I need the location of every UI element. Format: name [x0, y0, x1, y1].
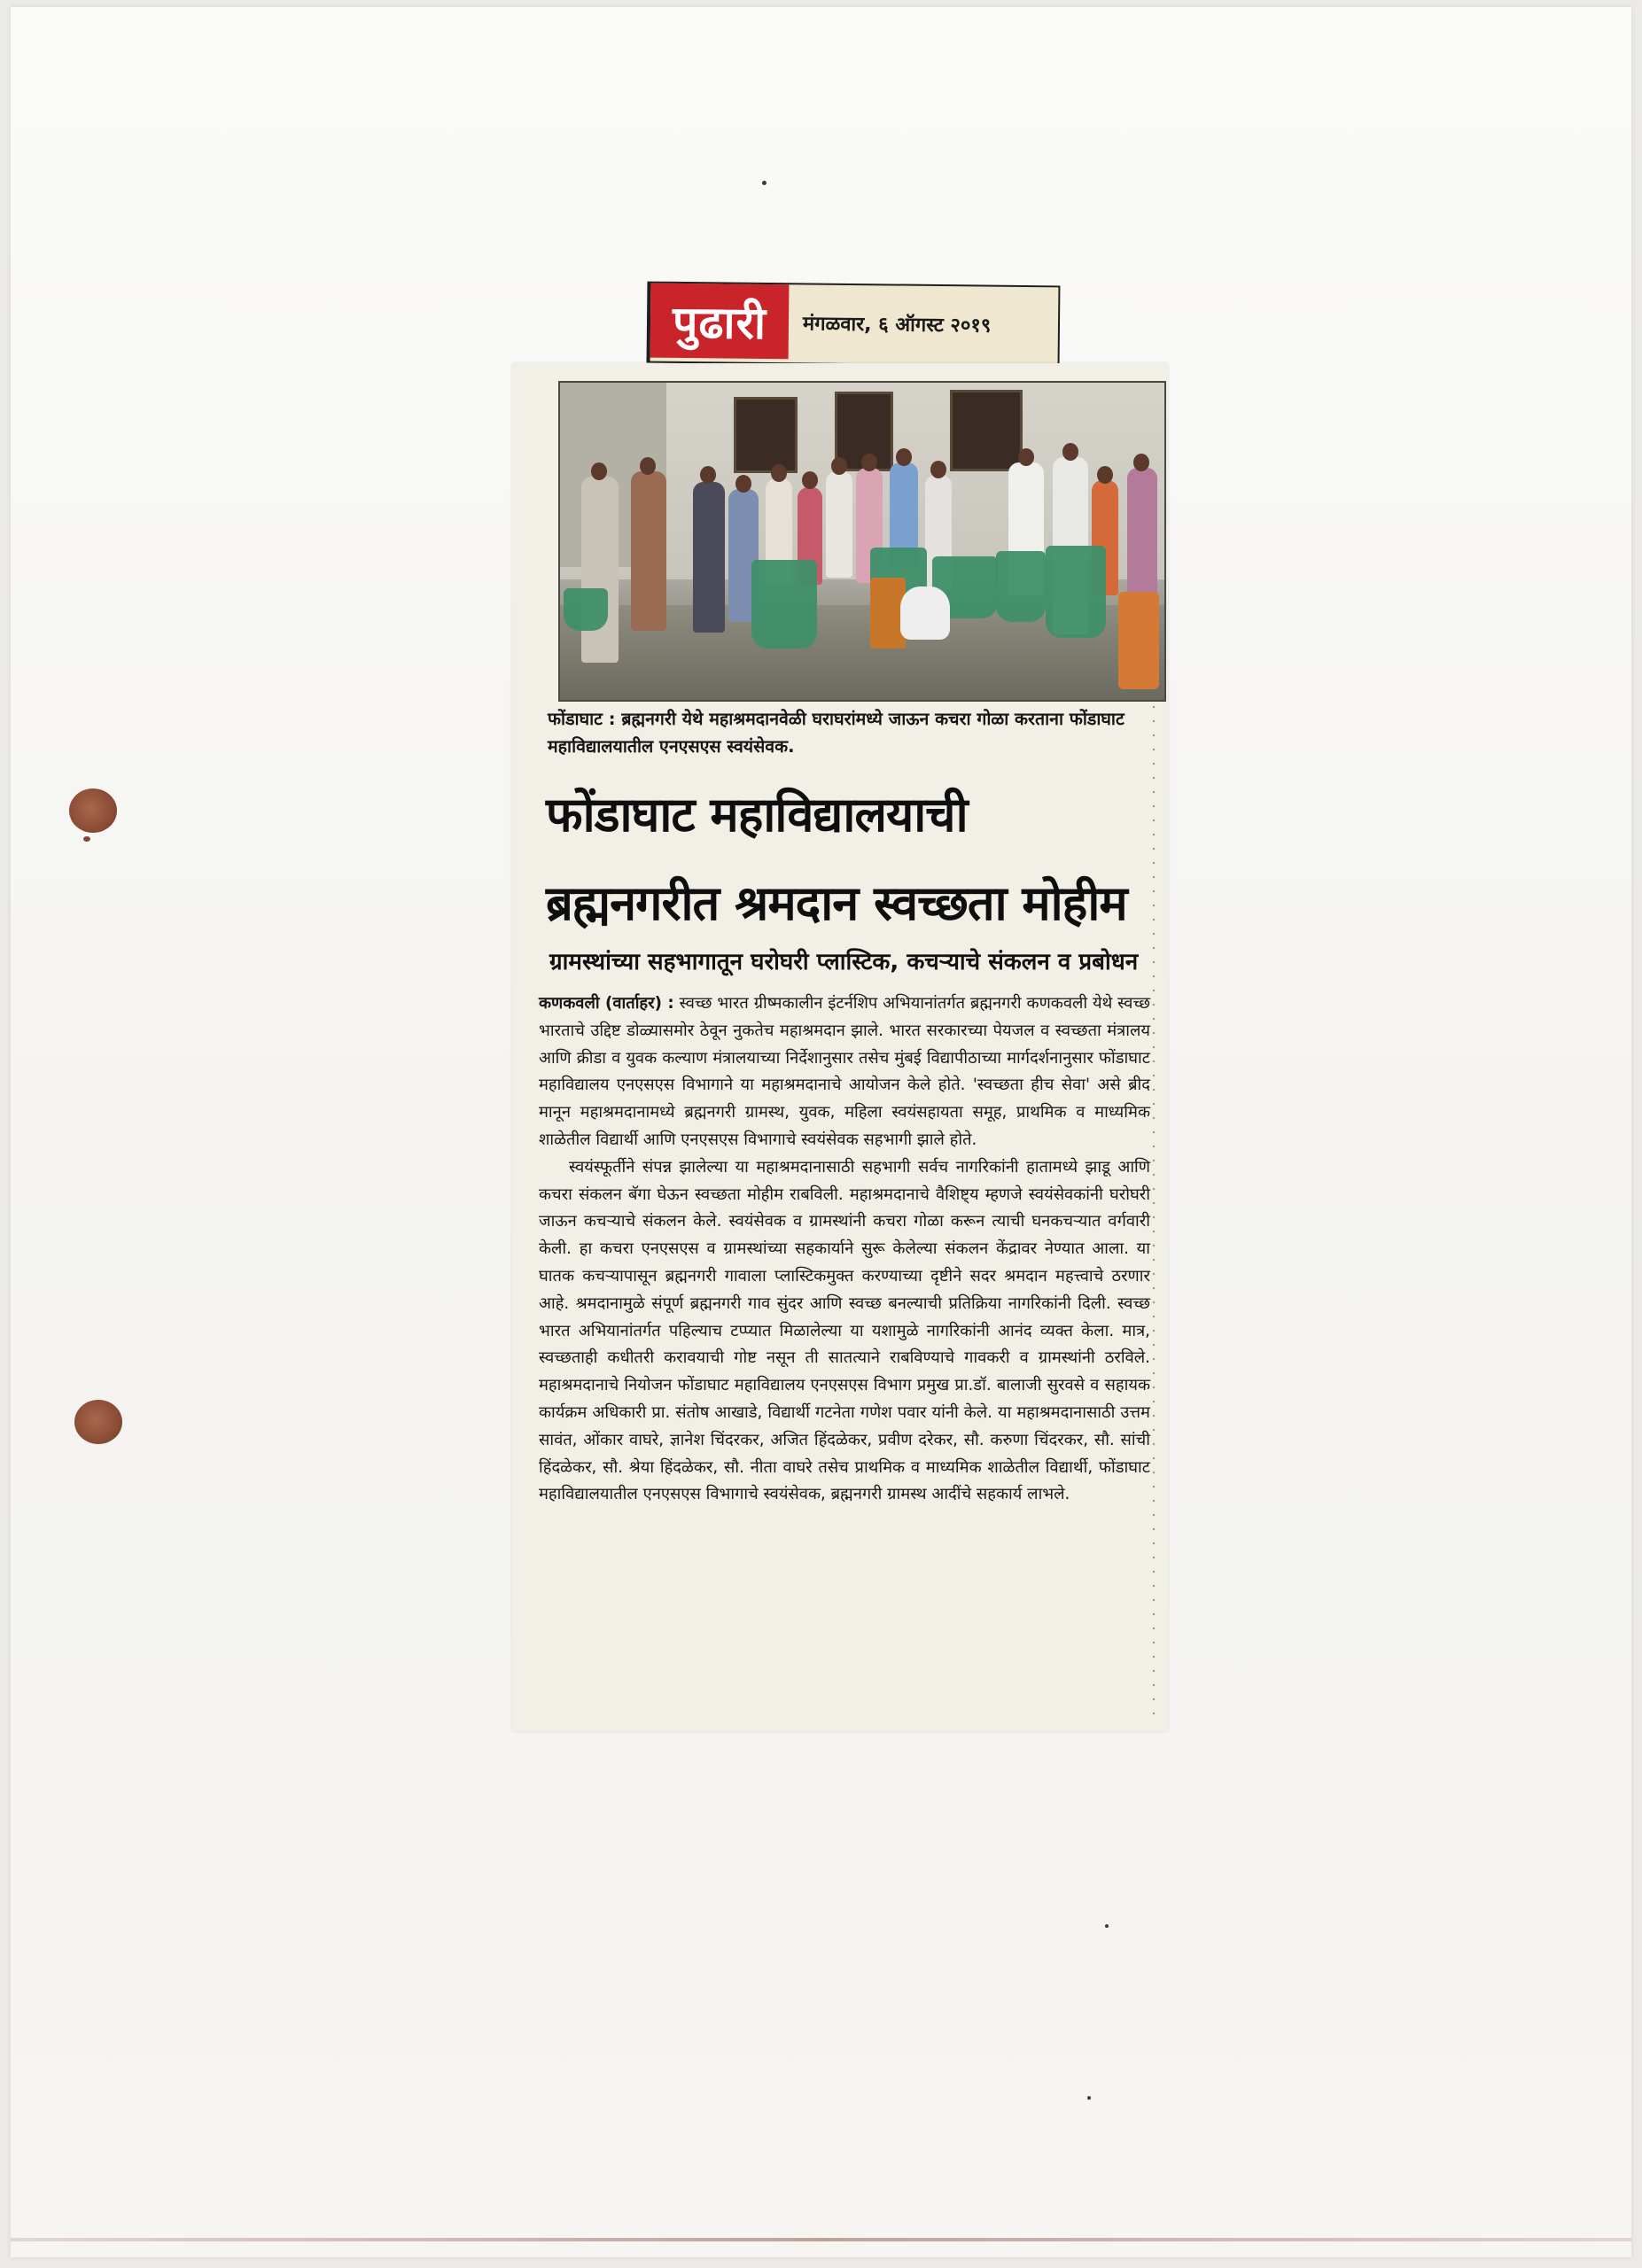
photo-garbage-bag — [996, 551, 1046, 622]
photo-person-head — [930, 461, 946, 478]
photo-caption: फोंडाघाट : ब्रह्मनगरी येथे महाश्रमदानवेळी घराघरांमध्ये जाऊन कचरा गोळा करताना फोंडाघाट महाविद्यालयातील एनएसएस स्वयंसेवक. — [548, 709, 1124, 757]
photo-person — [581, 477, 619, 663]
photo-person-head — [700, 466, 716, 484]
article-paragraph: स्वयंस्फूर्तीने संपन्न झालेल्या या महाश्रमदानासाठी सहभागी सर्वच नागरिकांनी हातामध्ये झाडू आणि कचरा संकलन बॅगा घेऊन स्वच्छता मोहीम राबविली. महाश्रमदानाचे वैशिष्ट्य म्हणजे स्वयंसेवकांनी घरोघरी जाऊन कचऱ्याचे संकलन केले. स्वयंसेवक व ग्रामस्थांनी कचरा गोळा करून त्याची घनकचऱ्यात वर्गवारी केली. हा कचरा एनएसएस व ग्रामस्थांच्या सहकार्याने सुरू केलेल्या संकलन केंद्रावर नेण्यात आला. या घातक कचऱ्यापासून ब्रह्मनगरी गावाला प्लास्टिकमुक्त करण्याच्या दृष्टीने सदर श्रमदान महत्त्वाचे ठरणार आहे. श्रमदानामुळे संपूर्ण ब्रह्मनगरी गाव सुंदर आणि स्वच्छ बनल्याची प्रतिक्रिया नागरिकांनी दिली. स्वच्छ भारत अभियानांतर्गत पहिल्याच टप्प्यात मिळालेल्या या यशामुळे नागरिकांनी आनंद व्यक्त केला. मात्र, स्वच्छताही कधीतरी करावयाची गोष्ट नसून ती सातत्याने राबविण्याचे गावकरी व ग्रामस्थांनी ठरविले. महाश्रमदानाचे नियोजन फोंडाघाट महाविद्यालय एनएसएस विभाग प्रमुख प्रा.डॉ. बालाजी सुरवसे व सहायक कार्यक्रम अधिकारी प्रा. संतोष आखाडे, विद्यार्थी गटनेता गणेश पवार यांनी केले. या महाश्रमदानासाठी उत्तम सावंत, ओंकार वाघरे, ज्ञानेश चिंदरकर, अजित हिंदळेकर, प्रवीण दरेकर, सौ. करुणा चिंदरकर, सौ. सांची हिंदळेकर, सौ. श्रेया हिंदळेकर, सौ. नीता वाघरे तसेच प्राथमिक व माध्यमिक शाळेतील विद्यार्थी, फोंडाघाट महाविद्यालयातील एनएसएस विभागाचे स्वयंसेवक, ब्रह्मनगरी ग्रामस्थ आदींचे सहकार्य लाभले. — [539, 1157, 1150, 1504]
punch-hole — [74, 1400, 122, 1444]
photo-person — [631, 471, 666, 631]
newspaper-masthead — [647, 282, 1061, 368]
photo-person-head — [896, 448, 912, 466]
photo-person-head — [640, 457, 656, 475]
photo-garbage-bag — [751, 560, 817, 649]
photo-window — [950, 390, 1023, 471]
newspaper-logo — [650, 284, 790, 360]
photo-person-head — [1062, 443, 1078, 461]
photo-garbage-bag — [564, 588, 608, 631]
photo-person-head — [591, 462, 607, 480]
photo-sack — [1118, 592, 1159, 689]
photo-person-head — [831, 457, 847, 475]
newspaper-logo-text: पुढारी — [672, 296, 767, 349]
news-clipping — [512, 363, 1168, 1731]
article-paragraph-text: स्वच्छ भारत ग्रीष्मकालीन इंटर्नशिप अभियानांतर्गत ब्रह्मनगरी कणकवली येथे स्वच्छ भारताचे उद्दिष्ट डोळ्यासमोर ठेवून नुकतेच महाश्रमदान झाले. भारत सरकारच्या पेयजल व स्वच्छता मंत्रालय आणि क्रीडा व युवक कल्याण मंत्रालयाच्या निर्देशानुसार तसेच मुंबई विद्यापीठाच्या मार्गदर्शनानुसार फोंडाघाट महाविद्यालय एनएसएस विभागाने या महाश्रमदानाचे आयोजन केले होते. 'स्वच्छता हीच सेवा' असे ब्रीद मानून महाश्रमदानामध्ये ब्रह्मनगरी ग्रामस्थ, युवक, महिला स्वयंसहायता समूह, प्राथमिक व माध्यमिक शाळेतील विद्यार्थी आणि एनएसएस विभागाचे स्वयंसेवक सहभागी झाले होते. — [539, 994, 1151, 1149]
photo-person-head — [1133, 454, 1149, 471]
photo-person-head — [861, 454, 877, 471]
photo-person-head — [771, 464, 787, 482]
article-body — [539, 990, 1150, 1509]
headline-line-1: फोंडाघाट महाविद्यालयाची — [546, 787, 968, 843]
speck — [1105, 1924, 1109, 1928]
news-photo — [558, 381, 1166, 702]
paper-edge-line — [11, 2238, 1631, 2241]
photo-person — [826, 471, 852, 578]
publication-date: मंगळवार, ६ ऑगस्ट २०१९ — [802, 313, 992, 338]
photo-white-sack — [900, 586, 950, 640]
speck — [83, 836, 90, 842]
photo-person — [693, 482, 725, 633]
photo-person — [1127, 468, 1157, 601]
article-paragraph — [539, 990, 1150, 1154]
punch-hole — [69, 788, 117, 833]
headline-line-2: ब्रह्मनगरीत श्रमदान स्वच्छता मोहीम — [546, 875, 1127, 931]
speck — [1087, 2096, 1091, 2100]
photo-person-head — [802, 471, 818, 489]
dateline: कणकवली (वार्ताहर) : — [539, 994, 674, 1013]
speck — [762, 181, 767, 185]
cut-edge-dots — [1150, 700, 1157, 1719]
subheadline: ग्रामस्थांच्या सहभागातून घरोघरी प्लास्टिक, कचऱ्याचे संकलन व प्रबोधन — [549, 949, 1139, 975]
photo-person-head — [1018, 448, 1034, 466]
photo-window — [734, 397, 798, 473]
photo-person-head — [1097, 466, 1113, 484]
photo-garbage-bag — [1046, 546, 1106, 638]
headline — [546, 771, 1148, 948]
photo-person-head — [735, 475, 751, 493]
